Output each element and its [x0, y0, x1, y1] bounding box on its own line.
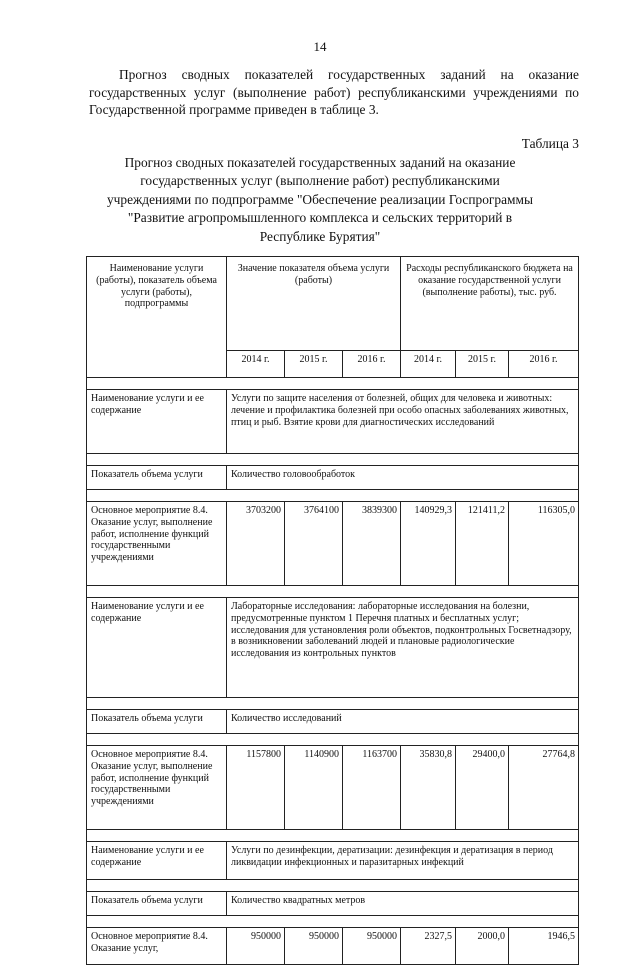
value-cell: 2000,0	[456, 928, 509, 965]
value-cell: 2327,5	[401, 928, 456, 965]
year-header: 2016 г.	[509, 351, 579, 378]
activity-row	[87, 502, 579, 586]
value-cell: 1946,5	[509, 928, 579, 965]
forecast-table	[86, 256, 579, 965]
indicator-row	[87, 466, 579, 490]
year-header: 2015 г.	[456, 351, 509, 378]
row-label: Основное мероприятие 8.4. Оказание услуг, выполнение работ, исполнение функций государственными учреждениями	[87, 746, 227, 830]
service-row	[87, 842, 579, 880]
service-description: Лабораторные исследования: лабораторные исследования на болезни, предусмотренные пунктом 1 Перечня платных и бесплатных услуг; исследования для установления роли объектов, подконтрольных Госветнадзору, в возникновении заболеваний людей и плановые радиологические исследования из контрольных пунктов	[227, 598, 579, 698]
value-cell: 121411,2	[456, 502, 509, 586]
activity-row	[87, 928, 579, 965]
indicator-row	[87, 892, 579, 916]
year-header: 2014 г.	[401, 351, 456, 378]
row-label: Наименование услуги и ее содержание	[87, 842, 227, 880]
value-cell: 950000	[343, 928, 401, 965]
header-budget-expenses: Расходы республиканского бюджета на оказание государственной услуги (выполнение работы), тыс. руб.	[401, 257, 579, 351]
table-title: Прогноз сводных показателей государственных заданий на оказание государственных услуг (выполнение работ) республиканскими учреждениями по подпрограмме "Обеспечение реализации Госпрограммы "Развитие агропромышленного комплекса и сельских территорий в Республике Бурятия"	[106, 155, 533, 244]
service-description: Услуги по защите населения от болезней, общих для человека и животных: лечение и профилактика болезней при особо опасных заболеваниях животных, птиц и рыб. Взятие крови для диагностических исследований	[227, 390, 579, 454]
indicator-value: Количество квадратных метров	[227, 892, 579, 916]
indicator-value: Количество исследований	[227, 710, 579, 734]
value-cell: 35830,8	[401, 746, 456, 830]
header-service-name: Наименование услуги (работы), показатель объема услуги (работы), подпрограммы	[87, 257, 227, 378]
row-label: Показатель объема услуги	[87, 466, 227, 490]
value-cell: 950000	[285, 928, 343, 965]
row-label: Показатель объема услуги	[87, 710, 227, 734]
service-row	[87, 598, 579, 698]
year-header: 2016 г.	[343, 351, 401, 378]
value-cell: 3703200	[227, 502, 285, 586]
table-label: Таблица 3	[521, 136, 579, 151]
value-cell: 29400,0	[456, 746, 509, 830]
page-number: 14	[313, 39, 327, 54]
value-cell: 3839300	[343, 502, 401, 586]
value-cell: 950000	[227, 928, 285, 965]
row-label: Наименование услуги и ее содержание	[87, 390, 227, 454]
value-cell: 27764,8	[509, 746, 579, 830]
indicator-value: Количество головообработок	[227, 466, 579, 490]
intro-paragraph: Прогноз сводных показателей государственных заданий на оказание государственных услуг (выполнение работ) республиканскими учреждениями по Государственной программе приведен в таблице 3.	[89, 67, 579, 117]
indicator-row	[87, 710, 579, 734]
table-header-row	[87, 257, 579, 351]
value-cell: 1163700	[343, 746, 401, 830]
year-header: 2015 г.	[285, 351, 343, 378]
value-cell: 3764100	[285, 502, 343, 586]
value-cell: 116305,0	[509, 502, 579, 586]
row-label: Показатель объема услуги	[87, 892, 227, 916]
activity-row	[87, 746, 579, 830]
row-label: Основное мероприятие 8.4. Оказание услуг,	[87, 928, 227, 965]
service-row	[87, 390, 579, 454]
row-label: Основное мероприятие 8.4. Оказание услуг, выполнение работ, исполнение функций государственными учреждениями	[87, 502, 227, 586]
value-cell: 1157800	[227, 746, 285, 830]
value-cell: 140929,3	[401, 502, 456, 586]
row-label: Наименование услуги и ее содержание	[87, 598, 227, 698]
header-indicator-value: Значение показателя объема услуги (работы)	[227, 257, 401, 351]
service-description: Услуги по дезинфекции, дератизации: дезинфекция и дератизация в период ликвидации инфекционных и паразитарных инфекций	[227, 842, 579, 880]
year-header: 2014 г.	[227, 351, 285, 378]
value-cell: 1140900	[285, 746, 343, 830]
